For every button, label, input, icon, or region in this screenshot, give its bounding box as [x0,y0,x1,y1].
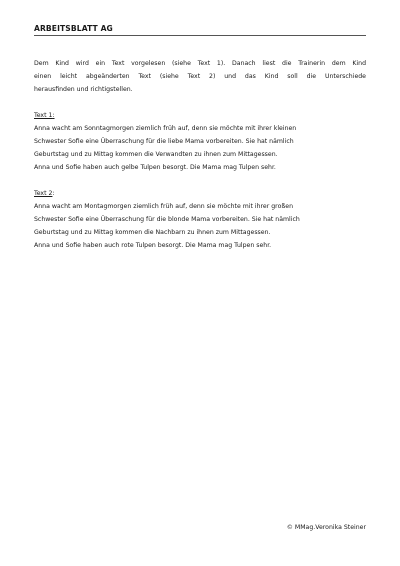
worksheet-header [34,24,366,36]
instructions-paragraph [34,57,366,96]
text-2-label: Text 2 [34,190,53,197]
text-2-label-colon: : [52,190,55,197]
text-1-line: Geburtstag und zu Mittag kommen die Verwandten zu ihnen zum Mittagessen. [34,151,278,158]
text-2-line: Schwester Sofie eine Überraschung für die blonde Mama vorbereiten. Sie hat nämlich [34,216,300,223]
instructions-line: Dem Kind wird ein Text vorgelesen (siehe Text 1). Danach liest die Trainerin dem Kind [34,60,366,67]
worksheet-body [34,57,366,252]
instructions-line: herausfinden und richtigstellen. [34,86,133,93]
copyright-footer: © MMag.Veronika Steiner [286,524,366,531]
text-1-label: Text 1 [34,112,53,119]
text-2-section [34,187,366,252]
instructions-line: einen leicht abgeänderten Text (siehe Text 2) und das Kind soll die Unterschiede [34,73,366,80]
text-1-label-colon: : [52,112,55,119]
text-2-line: Geburtstag und zu Mittag kommen die Nachbarn zu ihnen zum Mittagessen. [34,229,271,236]
text-1-section [34,109,366,174]
text-2-line: Anna wacht am Montagmorgen ziemlich früh auf, denn sie möchte mit ihrer großen [34,203,293,210]
text-1-line: Schwester Sofie eine Überraschung für die liebe Mama vorbereiten. Sie hat nämlich [34,138,294,145]
text-1-line: Anna wacht am Sonntagmorgen ziemlich früh auf, denn sie möchte mit ihrer kleinen [34,125,297,132]
worksheet-title: ARBEITSBLATT AG [34,24,113,33]
text-1-heading [34,109,366,122]
text-2-heading [34,187,366,200]
text-2-line: Anna und Sofie haben auch rote Tulpen besorgt. Die Mama mag Tulpen sehr. [34,242,272,249]
text-1-line: Anna und Sofie haben auch gelbe Tulpen besorgt. Die Mama mag Tulpen sehr. [34,164,276,171]
